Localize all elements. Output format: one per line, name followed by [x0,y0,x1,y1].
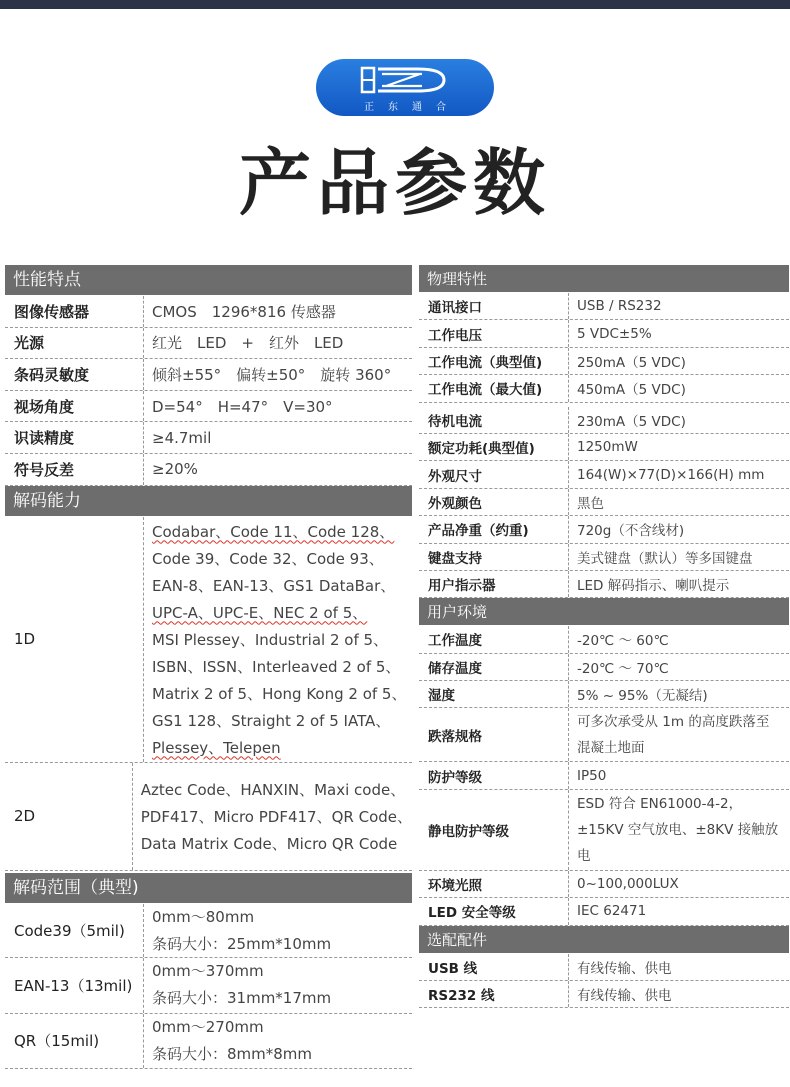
row-value: 450mA（5 VDC) [577,382,686,399]
row-label: LED 安全等级 [419,898,569,924]
row-value: 5% ~ 95%（无凝结) [577,688,708,705]
list-item: Code 39、Code 32、Code 93、 [152,549,384,568]
row-label: 外观尺寸 [419,461,569,487]
range-distance: 0mm～370mm [152,961,264,980]
table-row [419,375,789,402]
left-column [5,265,412,1069]
row-value: 美式键盘（默认）等多国键盘 [577,550,753,567]
row-value: 倾斜±55° 偏转±50° 旋转 360° [152,365,392,384]
table-row [5,328,412,360]
page-title: 产品参数 [238,141,551,225]
table-row [5,1014,412,1069]
row-label: 待机电流 [419,407,569,433]
list-item: Aztec Code、HANXIN、Maxi code、 [140,780,406,799]
row-label: 静电防护等级 [419,790,569,870]
table-row [419,681,789,708]
row-label: EAN-13（13mil) [5,958,144,1013]
accessories-table [419,954,789,1009]
decode-2d-row [5,763,412,871]
row-value: 红光 LED + 红外 LED [152,334,344,353]
table-row [419,790,789,871]
list-item: MSI Plessey、Industrial 2 of 5、 [152,630,389,649]
row-value: LED 解码指示、喇叭提示 [577,578,730,595]
row-value: 230mA（5 VDC) [577,413,686,430]
brand-logo [316,59,494,116]
top-bar [0,0,790,9]
row-label: 工作电压 [419,320,569,346]
range-distance: 0mm～80mm [152,907,255,926]
row-label: 1D [5,517,144,762]
row-label: USB 线 [419,954,569,980]
row-value [144,958,412,1013]
logo-mark-icon [356,64,454,96]
list-item: UPC-A、UPC-E、NEC 2 of 5、 [152,603,368,622]
table-row [419,762,789,789]
row-label: 用户指示器 [419,571,569,597]
row-value: ≥4.7mil [152,428,212,447]
list-item: EAN-8、EAN-13、GS1 DataBar、 [152,576,396,595]
row-label: 额定功耗(典型值) [419,434,569,460]
physical-table [419,293,789,598]
list-item: PDF417、Micro PDF417、QR Code、 [140,807,412,826]
range-distance: 0mm～270mm [152,1017,264,1036]
list-item: Data Matrix Code、Micro QR Code [140,834,398,853]
row-value [569,790,789,870]
list-item: Plessey、Telepen [152,738,281,757]
row-label: 视场角度 [5,391,144,422]
row-label: 产品净重（约重) [419,516,569,542]
row-label: 湿度 [419,681,569,707]
table-row [5,391,412,423]
row-value [144,1014,412,1068]
row-label: 通讯接口 [419,293,569,319]
decode-2d-list [133,763,412,870]
decode-1d-row [5,517,412,763]
table-row [419,461,789,488]
row-value: 黑色 [577,495,604,512]
row-label: 外观颜色 [419,489,569,515]
section-environment-title: 用户环境 [419,598,789,626]
row-label: 光源 [5,328,144,359]
table-row [419,898,789,925]
row-label: 工作温度 [419,626,569,652]
table-row [5,958,412,1014]
row-value: -20℃ ～ 60℃ [577,633,669,650]
value-line: 可多次承受从 1m 的高度跌落至 [577,714,770,731]
table-row [419,981,789,1008]
row-value: 1250mW [577,439,638,456]
row-label: 图像传感器 [5,296,144,327]
row-value: ≥20% [152,460,198,479]
row-value: 有线传输、供电 [577,960,672,977]
row-value: IP50 [577,767,607,784]
row-value: D=54° H=47° V=30° [152,397,333,416]
row-value [569,708,789,761]
table-row [419,434,789,461]
row-value: 164(W)×77(D)×166(H) mm [577,466,765,483]
row-label: 键盘支持 [419,544,569,570]
table-row [419,544,789,571]
row-value: USB / RS232 [577,298,662,315]
table-row [419,571,789,598]
table-row [5,359,412,391]
value-line: ESD 符合 EN61000-4-2， [577,795,743,812]
row-label: 符号反差 [5,454,144,485]
table-row [419,348,789,375]
value-line: ±15KV 空气放电、±8KV 接触放 [577,821,779,838]
right-column [419,265,789,1008]
row-label: Code39（5mil) [5,904,144,957]
row-value: 720g（不含线材) [577,523,685,540]
row-label: 环境光照 [419,871,569,897]
row-value: 250mA（5 VDC) [577,354,686,371]
section-performance-title: 性能特点 [5,265,412,296]
table-row [419,293,789,320]
row-label: RS232 线 [419,981,569,1007]
row-value: 有线传输、供电 [577,988,672,1005]
environment-table [419,626,789,925]
table-row [5,422,412,454]
table-row [5,904,412,958]
section-decode-title: 解码能力 [5,486,412,517]
row-value: 5 VDC±5% [577,325,652,342]
value-line: 混凝土地面 [577,740,645,757]
row-value: CMOS 1296*816 传感器 [152,302,336,321]
table-row [419,654,789,681]
row-label: 储存温度 [419,654,569,680]
table-row [419,626,789,653]
logo-text: 正东通合 [364,102,460,113]
list-item: GS1 128、Straight 2 of 5 IATA、 [152,711,391,730]
row-label: QR（15mil) [5,1014,144,1068]
list-item: ISBN、ISSN、Interleaved 2 of 5、 [152,657,401,676]
row-value: 0~100,000LUX [577,876,679,893]
row-label: 跌落规格 [419,708,569,761]
value-line: 电 [577,847,591,864]
table-row [419,954,789,981]
table-row [419,708,789,762]
table-row [419,489,789,516]
performance-table [5,296,412,486]
row-label: 条码灵敏度 [5,359,144,390]
range-size: 条码大小：25mm*10mm [152,934,332,953]
table-row [419,320,789,347]
row-label: 识读精度 [5,422,144,453]
table-row [5,296,412,328]
list-item: Matrix 2 of 5、Hong Kong 2 of 5、 [152,684,407,703]
row-label: 工作电流（典型值) [419,348,569,374]
section-accessories-title: 选配配件 [419,926,789,954]
table-row [419,871,789,898]
table-row [419,516,789,543]
row-label: 防护等级 [419,762,569,788]
range-size: 条码大小：31mm*17mm [152,988,332,1007]
decode-1d-list [144,517,412,762]
range-size: 条码大小：8mm*8mm [152,1044,313,1063]
row-value: -20℃ ～ 70℃ [577,660,669,677]
row-label: 工作电流（最大值) [419,375,569,401]
row-value: IEC 62471 [577,903,647,920]
section-physical-title: 物理特性 [419,265,789,293]
table-row [5,454,412,486]
row-value [144,904,412,957]
section-range-title: 解码范围（典型) [5,873,412,904]
table-row [419,407,789,434]
row-label: 2D [5,763,133,870]
list-item: Codabar、Code 11、Code 128、 [152,522,395,541]
